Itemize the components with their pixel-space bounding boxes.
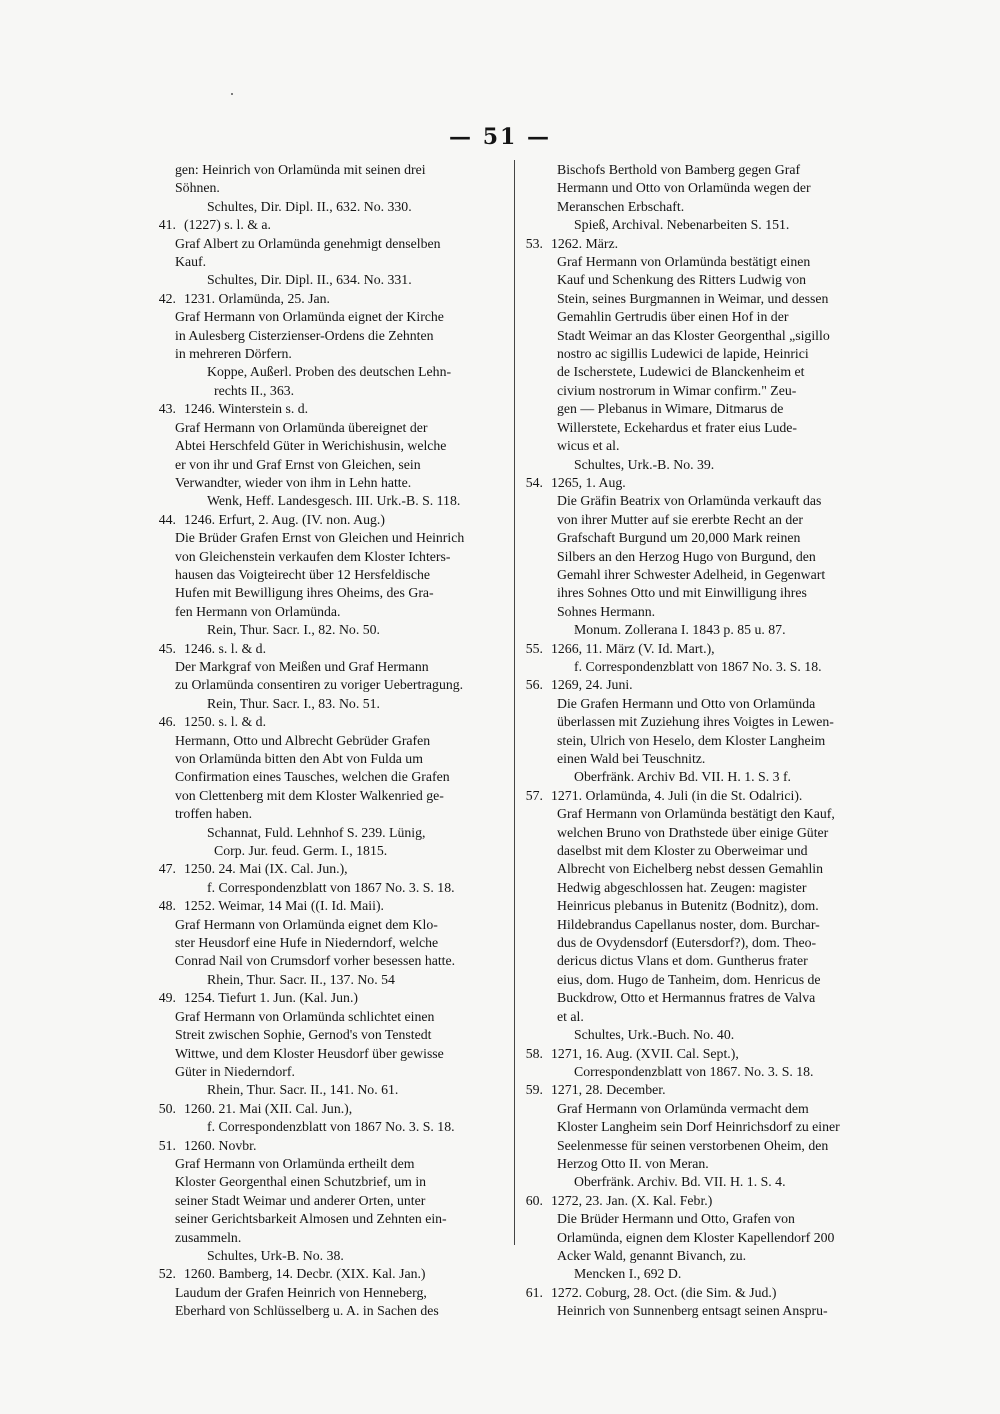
line-text: Heinrich von Sunnenberg entsagt seinen Anspru- bbox=[557, 1303, 828, 1319]
entry-header bbox=[150, 511, 495, 529]
text-line bbox=[517, 179, 879, 197]
line-text: Laudum der Grafen Heinrich von Henneberg, bbox=[175, 1284, 427, 1300]
entry-header bbox=[517, 1045, 879, 1063]
line-text: ster Heusdorf eine Hufe in Niederndorf, welche bbox=[175, 935, 439, 951]
line-text: welchen Bruno von Drathstede über einige Güter bbox=[557, 824, 829, 840]
line-text: Correspondenzblatt von 1867. No. 3. S. 18. bbox=[574, 1063, 814, 1079]
line-text: Buckdrow, Otto et Hermannus fratres de Valva bbox=[557, 990, 816, 1006]
line-text: 1271. Orlamünda, 4. Juli (in die St. Odalrici). bbox=[551, 787, 803, 803]
text-line bbox=[150, 179, 495, 197]
line-text: de Ischerstete, Ludewici de Blanckenheim et bbox=[557, 364, 805, 380]
text-line bbox=[517, 198, 879, 216]
line-text: Bischofs Berthold von Bamberg gegen Graf bbox=[557, 162, 801, 177]
line-text: nostro ac sigillis Ludewici de lapide, Heinrici bbox=[557, 346, 809, 362]
text-line bbox=[517, 1026, 879, 1044]
line-text: Graf Hermann von Orlamünda bestätigt einen bbox=[557, 254, 811, 270]
entry-number: 61. bbox=[525, 1284, 543, 1300]
entry-number: 57. bbox=[525, 787, 543, 803]
entry-number: 48. bbox=[158, 898, 176, 914]
right-column bbox=[517, 161, 879, 1321]
entry-number: 50. bbox=[158, 1100, 176, 1116]
line-text: Kauf. bbox=[175, 254, 207, 270]
line-text: 1231. Orlamünda, 25. Jan. bbox=[184, 290, 330, 306]
entry-header bbox=[150, 290, 495, 308]
text-line bbox=[150, 382, 495, 400]
entry-header bbox=[150, 1265, 495, 1283]
text-line bbox=[150, 363, 495, 381]
line-text: 1260. Bamberg, 14. Decbr. (XIX. Kal. Jan.) bbox=[184, 1266, 426, 1282]
entry-number: 54. bbox=[525, 474, 543, 490]
entry-header bbox=[517, 787, 879, 805]
line-text: Orlamünda, eignen dem Kloster Kapellendorf 200 bbox=[557, 1229, 835, 1245]
line-text: Graf Hermann von Orlamünda übereignet der bbox=[175, 419, 428, 435]
line-text: Stadt Weimar an das Kloster Georgenthal „sigillo bbox=[557, 327, 830, 343]
entry-header bbox=[150, 897, 495, 915]
text-line bbox=[150, 1026, 495, 1044]
text-line bbox=[150, 327, 495, 345]
text-line bbox=[517, 860, 879, 878]
line-text: 1250. 24. Mai (IX. Cal. Jun.), bbox=[184, 861, 348, 877]
line-text: f. Correspondenzblatt von 1867 No. 3. S. 18. bbox=[574, 658, 822, 674]
text-line bbox=[517, 897, 879, 915]
entry-number: 51. bbox=[158, 1137, 176, 1153]
text-line bbox=[150, 768, 495, 786]
line-text: Rein, Thur. Sacr. I., 83. No. 51. bbox=[207, 695, 380, 711]
text-line bbox=[150, 750, 495, 768]
line-text: wicus et al. bbox=[557, 438, 620, 454]
entry-header bbox=[517, 1081, 879, 1099]
text-line bbox=[517, 511, 879, 529]
line-text: Die Gräfin Beatrix von Orlamünda verkauft das bbox=[557, 493, 822, 509]
text-line bbox=[517, 492, 879, 510]
line-text: überlassen mit Zuziehung ihres Voigtes in Lewen- bbox=[557, 714, 834, 730]
text-line bbox=[150, 658, 495, 676]
line-text: Graf Hermann von Orlamünda eignet dem Klo- bbox=[175, 916, 438, 932]
line-text: dus de Ovydensdorf (Eutersdorf?), dom. Theo- bbox=[557, 935, 817, 951]
line-text: Schultes, Dir. Dipl. II., 632. No. 330. bbox=[207, 198, 412, 214]
text-line bbox=[150, 1229, 495, 1247]
text-line bbox=[150, 253, 495, 271]
line-text: eius, dom. Hugo de Tanheim, dom. Henricus de bbox=[557, 971, 821, 987]
line-text: Kauf und Schenkung des Ritters Ludwig von bbox=[557, 272, 807, 288]
entry-number: 52. bbox=[158, 1266, 176, 1282]
line-text: Oberfränk. Archiv Bd. VII. H. 1. S. 3 f. bbox=[574, 769, 792, 785]
line-text: Streit zwischen Sophie, Gernod's von Tenstedt bbox=[175, 1027, 432, 1043]
text-line bbox=[150, 934, 495, 952]
line-text: 1272. Coburg, 28. Oct. (die Sim. & Jud.) bbox=[551, 1284, 777, 1300]
text-line bbox=[517, 584, 879, 602]
text-line bbox=[517, 732, 879, 750]
line-text: Eberhard von Schlüsselberg u. A. in Sachen des bbox=[175, 1303, 439, 1319]
entry-header bbox=[150, 989, 495, 1007]
text-line bbox=[150, 1247, 495, 1265]
page-number: — 51 — bbox=[449, 124, 551, 150]
line-text: 1260. Novbr. bbox=[184, 1137, 257, 1153]
line-text: Graf Hermann von Orlamünda eignet der Kirche bbox=[175, 309, 444, 325]
line-text: Silbers an den Herzog Hugo von Burgund, den bbox=[557, 548, 816, 564]
line-text: Gemahlin Gertrudis über einen Hof in der bbox=[557, 309, 789, 325]
text-line bbox=[517, 805, 879, 823]
line-text: Güter in Niederndorf. bbox=[175, 1063, 295, 1079]
line-text: Albrecht von Eichelberg nebst dessen Gemahlin bbox=[557, 861, 824, 877]
text-line bbox=[150, 1173, 495, 1191]
left-column bbox=[150, 161, 495, 1321]
line-text: 1246. Winterstein s. d. bbox=[184, 401, 309, 417]
line-text: civium nostrorum in Wimar confirm." Zeu- bbox=[557, 382, 797, 398]
entry-header bbox=[150, 400, 495, 418]
entry-number: 56. bbox=[525, 677, 543, 693]
line-text: seiner Stadt Weimar und anderer Orten, unter bbox=[175, 1192, 426, 1208]
line-text: Söhnen. bbox=[175, 180, 220, 196]
text-line bbox=[517, 971, 879, 989]
line-text: von Orlamünda bitten den Abt von Fulda um bbox=[175, 751, 423, 766]
line-text: Graf Hermann von Orlamünda ertheilt dem bbox=[175, 1155, 415, 1171]
line-text: f. Correspondenzblatt von 1867 No. 3. S. 18. bbox=[207, 1119, 455, 1135]
text-line bbox=[150, 235, 495, 253]
text-line bbox=[150, 676, 495, 694]
text-line bbox=[150, 824, 495, 842]
text-line bbox=[517, 1247, 879, 1265]
line-text: gen: Heinrich von Orlamünda mit seinen drei bbox=[175, 162, 426, 177]
text-line bbox=[150, 437, 495, 455]
text-line bbox=[150, 474, 495, 492]
text-line bbox=[150, 603, 495, 621]
text-line bbox=[517, 290, 879, 308]
text-line bbox=[517, 308, 879, 326]
line-text: Wenk, Heff. Landesgesch. III. Urk.-B. S. 118. bbox=[207, 493, 461, 509]
text-line bbox=[150, 1210, 495, 1228]
line-text: dericus dictus Vlans et dom. Guntherus frater bbox=[557, 953, 808, 969]
line-text: Koppe, Außerl. Proben des deutschen Lehn- bbox=[207, 364, 452, 380]
line-text: 1266, 11. März (V. Id. Mart.), bbox=[551, 640, 715, 656]
text-line bbox=[150, 345, 495, 363]
line-text: Kloster Georgenthal einen Schutzbrief, um in bbox=[175, 1174, 427, 1190]
line-text: troffen haben. bbox=[175, 806, 253, 822]
line-text: hausen das Voigteirecht über 12 Hersfeldische bbox=[175, 566, 431, 582]
entry-number: 46. bbox=[158, 714, 176, 730]
entry-header bbox=[517, 640, 879, 658]
entry-number: 47. bbox=[158, 861, 176, 877]
line-text: 1269, 24. Juni. bbox=[551, 677, 633, 693]
line-text: et al. bbox=[557, 1008, 584, 1024]
line-text: 1272, 23. Jan. (X. Kal. Febr.) bbox=[551, 1192, 713, 1208]
text-line bbox=[150, 916, 495, 934]
text-line bbox=[517, 548, 879, 566]
text-line bbox=[150, 879, 495, 897]
text-line bbox=[517, 658, 879, 676]
line-text: Willerstete, Eckehardus et frater eius Lude- bbox=[557, 419, 798, 435]
line-text: Die Grafen Hermann und Otto von Orlamünda bbox=[557, 695, 816, 711]
text-line bbox=[150, 842, 495, 860]
line-text: von Clettenberg mit dem Kloster Walkenried ge- bbox=[175, 787, 444, 803]
line-text: von ihrer Mutter auf sie ererbte Recht an der bbox=[557, 511, 803, 527]
line-text: Hufen mit Bewilligung ihres Oheims, des Gra- bbox=[175, 585, 434, 601]
line-text: 1250. s. l. & d. bbox=[184, 714, 267, 730]
text-line bbox=[517, 271, 879, 289]
text-line bbox=[517, 750, 879, 768]
line-text: fen Hermann von Orlamünda. bbox=[175, 603, 341, 619]
text-line bbox=[517, 1265, 879, 1283]
entry-header bbox=[150, 1100, 495, 1118]
text-line bbox=[517, 1100, 879, 1118]
column-divider bbox=[514, 160, 515, 1245]
line-text: Oberfränk. Archiv. Bd. VII. H. 1. S. 4. bbox=[574, 1174, 786, 1190]
line-text: Rhein, Thur. Sacr. II., 141. No. 61. bbox=[207, 1082, 399, 1098]
text-line bbox=[150, 787, 495, 805]
line-text: Grafschaft Burgund um 20,000 Mark reinen bbox=[557, 530, 801, 546]
entry-number: 42. bbox=[158, 290, 176, 306]
entry-header bbox=[517, 676, 879, 694]
text-line bbox=[150, 419, 495, 437]
line-text: Hildebrandus Capellanus noster, dom. Burchar- bbox=[557, 916, 820, 932]
line-text: Abtei Herschfeld Güter in Werichishusin, welche bbox=[175, 438, 447, 454]
line-text: Hermann, Otto und Albrecht Gebrüder Grafen bbox=[175, 732, 431, 748]
text-line bbox=[517, 456, 879, 474]
line-text: Die Brüder Hermann und Otto, Grafen von bbox=[557, 1211, 795, 1227]
text-line bbox=[517, 253, 879, 271]
text-line bbox=[517, 566, 879, 584]
line-text: Monum. Zollerana I. 1843 p. 85 u. 87. bbox=[574, 622, 786, 638]
text-line bbox=[517, 603, 879, 621]
text-line bbox=[517, 327, 879, 345]
text-line bbox=[150, 971, 495, 989]
line-text: Hedwig abgeschlossen hat. Zeugen: magister bbox=[557, 879, 807, 895]
text-line bbox=[517, 382, 879, 400]
text-line bbox=[150, 161, 495, 179]
line-text: von Gleichenstein verkaufen dem Kloster Ichters- bbox=[175, 548, 451, 564]
text-line bbox=[150, 584, 495, 602]
text-line bbox=[517, 695, 879, 713]
entry-header bbox=[150, 713, 495, 731]
text-line bbox=[517, 419, 879, 437]
text-line bbox=[517, 879, 879, 897]
text-line bbox=[517, 934, 879, 952]
line-text: Schannat, Fuld. Lehnhof S. 239. Lünig, bbox=[207, 824, 426, 840]
line-text: 1254. Tiefurt 1. Jun. (Kal. Jun.) bbox=[184, 990, 358, 1006]
text-line bbox=[150, 271, 495, 289]
text-line bbox=[517, 363, 879, 381]
text-line bbox=[150, 1284, 495, 1302]
text-line bbox=[150, 1302, 495, 1320]
entry-number: 44. bbox=[158, 511, 176, 527]
text-line bbox=[517, 621, 879, 639]
line-text: Heinricus plebanus in Butenitz (Bodnitz), dom. bbox=[557, 898, 819, 914]
entry-number: 49. bbox=[158, 990, 176, 1006]
text-line bbox=[517, 1008, 879, 1026]
entry-number: 45. bbox=[158, 640, 176, 656]
line-text: Kloster Langheim sein Dorf Heinrichsdorf zu einer bbox=[557, 1119, 840, 1135]
line-text: 1246. s. l. & d. bbox=[184, 640, 267, 656]
line-text: Graf Albert zu Orlamünda genehmigt denselben bbox=[175, 235, 441, 251]
line-text: Corp. Jur. feud. Germ. I., 1815. bbox=[214, 843, 388, 859]
text-line bbox=[150, 1192, 495, 1210]
line-text: 1265, 1. Aug. bbox=[551, 474, 626, 490]
text-line bbox=[517, 1229, 879, 1247]
text-line bbox=[150, 1008, 495, 1026]
text-line bbox=[517, 1210, 879, 1228]
text-line bbox=[517, 1137, 879, 1155]
entry-header bbox=[150, 1137, 495, 1155]
line-text: 1271, 16. Aug. (XVII. Cal. Sept.), bbox=[551, 1045, 739, 1061]
line-text: Rein, Thur. Sacr. I., 82. No. 50. bbox=[207, 622, 380, 638]
text-line bbox=[150, 492, 495, 510]
line-text: ihres Sohnes Otto und mit Einwilligung ihres bbox=[557, 585, 807, 601]
entry-number: 53. bbox=[525, 235, 543, 251]
text-line bbox=[150, 1081, 495, 1099]
text-line bbox=[517, 1155, 879, 1173]
entry-number: 59. bbox=[525, 1082, 543, 1098]
line-text: einen Wald bei Teuschnitz. bbox=[557, 751, 706, 766]
text-line bbox=[517, 161, 879, 179]
text-line bbox=[150, 566, 495, 584]
entry-number: 55. bbox=[525, 640, 543, 656]
line-text: Conrad Nail von Crumsdorf vorher besessen hatte. bbox=[175, 953, 456, 969]
entry-header bbox=[150, 640, 495, 658]
text-line bbox=[517, 842, 879, 860]
text-line bbox=[517, 1173, 879, 1191]
text-line bbox=[517, 768, 879, 786]
text-line bbox=[517, 1063, 879, 1081]
line-text: rechts II., 363. bbox=[214, 382, 295, 398]
line-text: Sohnes Hermann. bbox=[557, 603, 656, 619]
entry-header bbox=[517, 474, 879, 492]
line-text: Wittwe, und dem Kloster Heusdorf über gewisse bbox=[175, 1045, 444, 1061]
text-line bbox=[517, 824, 879, 842]
line-text: Confirmation eines Tausches, welchen die Grafen bbox=[175, 769, 450, 785]
line-text: in mehreren Dörfern. bbox=[175, 346, 292, 362]
line-text: Schultes, Urk-B. No. 38. bbox=[207, 1247, 344, 1263]
text-line bbox=[150, 695, 495, 713]
text-line bbox=[150, 198, 495, 216]
entry-header bbox=[150, 216, 495, 234]
line-text: in Aulesberg Cisterzienser-Ordens die Zehnten bbox=[175, 327, 434, 343]
line-text: er von ihr und Graf Ernst von Gleichen, sein bbox=[175, 456, 421, 472]
text-line bbox=[517, 437, 879, 455]
text-line bbox=[150, 952, 495, 970]
line-text: Acker Wald, genannt Bivanch, zu. bbox=[557, 1247, 747, 1263]
text-line bbox=[150, 456, 495, 474]
text-line bbox=[517, 216, 879, 234]
line-text: Hermann und Otto von Orlamünda wegen der bbox=[557, 180, 811, 196]
ink-speck bbox=[231, 93, 233, 95]
line-text: Meranschen Erbschaft. bbox=[557, 198, 685, 214]
line-text: stein, Ulrich von Heselo, dem Kloster Langheim bbox=[557, 732, 826, 748]
line-text: Stein, seines Burgmannen in Weimar, und dessen bbox=[557, 290, 829, 306]
entry-number: 58. bbox=[525, 1045, 543, 1061]
entry-header bbox=[517, 1192, 879, 1210]
line-text: (1227) s. l. & a. bbox=[184, 217, 271, 233]
line-text: 1262. März. bbox=[551, 235, 619, 251]
text-line bbox=[150, 805, 495, 823]
text-line bbox=[150, 621, 495, 639]
text-line bbox=[517, 529, 879, 547]
line-text: zusammeln. bbox=[175, 1229, 242, 1245]
line-text: Der Markgraf von Meißen und Graf Hermann bbox=[175, 658, 429, 674]
text-line bbox=[517, 345, 879, 363]
text-line bbox=[150, 1155, 495, 1173]
line-text: Herzog Otto II. von Meran. bbox=[557, 1155, 709, 1171]
line-text: Gemahl ihrer Schwester Adelheid, in Gegenwart bbox=[557, 566, 826, 582]
text-line bbox=[150, 1118, 495, 1136]
line-text: f. Correspondenzblatt von 1867 No. 3. S. 18. bbox=[207, 879, 455, 895]
text-line bbox=[517, 916, 879, 934]
entry-number: 41. bbox=[158, 217, 176, 233]
line-text: Graf Hermann von Orlamünda schlichtet einen bbox=[175, 1008, 435, 1024]
line-text: Schultes, Dir. Dipl. II., 634. No. 331. bbox=[207, 272, 412, 288]
entry-header bbox=[517, 1284, 879, 1302]
line-text: Graf Hermann von Orlamünda bestätigt den Kauf, bbox=[557, 806, 835, 822]
entry-header bbox=[150, 860, 495, 878]
text-line bbox=[517, 1118, 879, 1136]
line-text: Spieß, Archival. Nebenarbeiten S. 151. bbox=[574, 217, 790, 233]
line-text: Mencken I., 692 D. bbox=[574, 1266, 682, 1282]
entry-number: 60. bbox=[525, 1192, 543, 1208]
line-text: 1252. Weimar, 14 Mai ((I. Id. Maii). bbox=[184, 898, 385, 914]
text-line bbox=[150, 1063, 495, 1081]
line-text: daselbst mit dem Kloster zu Oberweimar und bbox=[557, 843, 808, 859]
entry-number: 43. bbox=[158, 401, 176, 417]
text-line bbox=[517, 952, 879, 970]
text-line bbox=[517, 1302, 879, 1320]
text-line bbox=[150, 732, 495, 750]
text-line bbox=[517, 989, 879, 1007]
line-text: gen — Plebanus in Wimare, Ditmarus de bbox=[557, 401, 784, 417]
line-text: seiner Gerichtsbarkeit Almosen und Zehnten ein- bbox=[175, 1211, 447, 1227]
text-line bbox=[150, 529, 495, 547]
line-text: 1246. Erfurt, 2. Aug. (IV. non. Aug.) bbox=[184, 511, 385, 527]
line-text: Seelenmesse für seinen verstorbenen Oheim, den bbox=[557, 1137, 829, 1153]
line-text: Schultes, Urk.-B. No. 39. bbox=[574, 456, 715, 472]
text-line bbox=[150, 548, 495, 566]
line-text: 1271, 28. December. bbox=[551, 1082, 666, 1098]
text-line bbox=[517, 713, 879, 731]
line-text: Verwandter, wieder von ihm in Lehn hatte. bbox=[175, 474, 412, 490]
line-text: Graf Hermann von Orlamünda vermacht dem bbox=[557, 1100, 809, 1116]
text-line bbox=[150, 308, 495, 326]
text-line bbox=[150, 1045, 495, 1063]
line-text: Schultes, Urk.-Buch. No. 40. bbox=[574, 1027, 735, 1043]
line-text: Rhein, Thur. Sacr. II., 137. No. 54 bbox=[207, 971, 395, 987]
line-text: zu Orlamünda consentiren zu voriger Uebertragung. bbox=[175, 677, 464, 693]
line-text: Die Brüder Grafen Ernst von Gleichen und Heinrich bbox=[175, 530, 465, 546]
entry-header bbox=[517, 235, 879, 253]
text-line bbox=[517, 400, 879, 418]
line-text: 1260. 21. Mai (XII. Cal. Jun.), bbox=[184, 1100, 353, 1116]
